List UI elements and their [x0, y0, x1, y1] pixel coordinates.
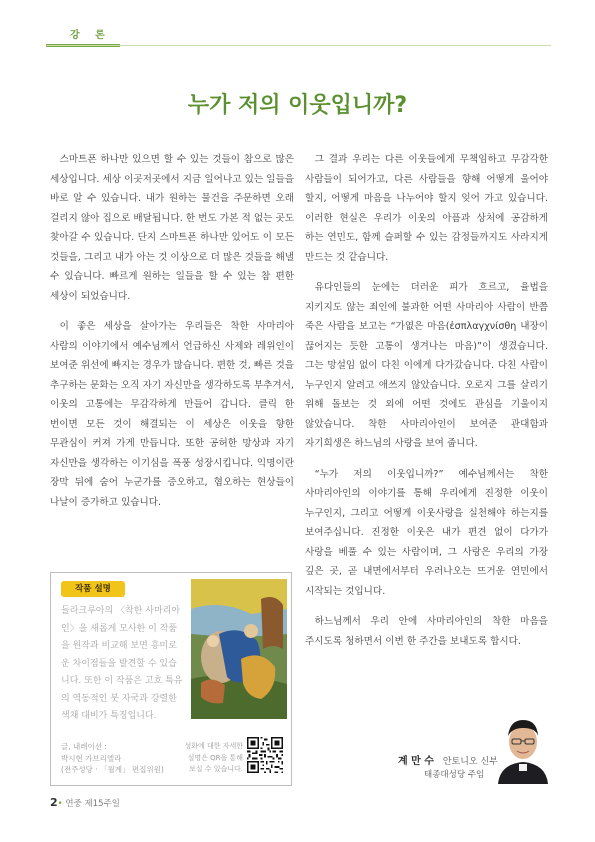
issue-label: 연중 제15주일 [65, 799, 120, 809]
page-number: 2 [50, 796, 58, 809]
author-church: 태종대성당 주임 [424, 770, 485, 780]
right-column [305, 150, 548, 662]
page-title: 누가 저의 이웃입니까? [187, 93, 408, 118]
section-tag: 강 론 [70, 30, 111, 41]
page-footer [50, 796, 120, 809]
paragraph: 이 좋은 세상을 살아가는 우리들은 착한 사마리아 사람의 이야기에서 예수님께서 언급하신 사제와 레위인이 보여준 위선에 빠지는 경우가 많습니다. 편한 것, 빠른 것을 추구하는 문화는 오직 자기 자신만을 생각하도록 부추겨서, 이웃의 고통에는 무감각하게 만들어 갑니다. 클릭 한 번이면 모든 것이 해결되는 이 세상은 이웃을 향한 무관심이 커져 가게 만듭니다. 또한 공허한 망상과 자기 자신만을 생각하는 이기심을 폭풍 성장시킵니다. 익명이란 장막 뒤에 숨어 누군가를 증오하고, 혐오하는 현상들이 나날이 증가하고 있습니다. [50, 321, 294, 508]
artwork-credit: 글, 내레이션 : 박시현 가브리엘라 (전주성당 · 「월계」 편집위원) [61, 742, 164, 774]
author-photo [492, 706, 554, 784]
paragraph: “누가 저의 이웃입니까?” 예수님께서는 착한 사마리아인의 이야기를 통해 우리에게 진정한 이웃이 누구인지, 그리고 어떻게 이웃사랑을 실천해야 하는지를 보여주십니다. 진정한 이웃은 내가 편견 없이 다가가 사랑을 베풀 수 있는 사람이며, 그 사랑은 우리의 가장 깊은 곳, 곧 내면에서부터 우러나오는 뜨거운 연민에서 시작되는 것입니다. [305, 468, 548, 597]
paragraph: 그 결과 우리는 다른 이웃들에게 무책임하고 무감각한 사람들이 되어가고, 다른 사람들을 향해 어떻게 울어야 할지, 어떻게 마음을 나누어야 할지 잊어 가고 있습니다. 이러한 현실은 우리가 이웃의 아픔과 상처에 공감하게 하는 연민도, 함께 슬퍼할 수 있는 감정들까지도 사라지게 만드는 것 같습니다. [305, 154, 548, 263]
footer-bullet-icon: • [57, 799, 63, 809]
author-name: 계 만 수 [398, 756, 434, 767]
artwork-box [50, 572, 292, 786]
qr-caption: 성화에 대한 자세한 설명은 QR을 통해 보실 수 있습니다. [184, 742, 243, 773]
paragraph: 스마트폰 하나만 있으면 할 수 있는 것들이 참으로 많은 세상입니다. 세상 이곳저곳에서 지금 일어나고 있는 일들을 바로 알 수 있습니다. 내가 원하는 물건을 주문하면 오래 걸리지 않아 집으로 배달됩니다. 한 번도 가본 적 없는 곳도 찾아갈 수 있습니다. 단지 스마트폰 하나만 있어도 이 모든 것들을, 그리고 내가 아는 것 이상으로 더 많은 것들을 해낼 수 있습니다. 빠르게 원하는 일들을 할 수 있는 참 편한 세상이 되었습니다. [50, 154, 294, 302]
artwork-label: 작품 설명 [61, 581, 125, 597]
header-rule [46, 45, 551, 46]
artwork-description: 들라크루아의 〈착한 사마리아인〉을 새롭게 모사한 이 작품을 원작과 비교해 보면 흥미로운 차이점들을 발견할 수 있습니다. 또한 이 작품은 고흐 특유의 역동적인 붓 자국과 강렬한 색채 대비가 특징입니다. [61, 606, 183, 721]
qr-code[interactable] [247, 737, 283, 773]
author-byline [398, 752, 498, 767]
paragraph: 하느님께서 우리 안에 사마리아인의 착한 마음을 주시도록 청하면서 이번 한 주간을 보내도록 합시다. [305, 616, 548, 647]
left-column [50, 150, 294, 523]
paragraph: 유다인들의 눈에는 더러운 피가 흐르고, 율법을 지키지도 않는 죄인에 불과한 어떤 사마리아 사람이 반쯤 죽은 사람을 보고는 “가엾은 마음(ἐσπλαγχνίσθη 내장이 끊어지는 듯한 고통이 생겨나는 마음)”이 생겼습니다. 그는 망설임 없이 다친 이에게 다가갔습니다. 다친 사람이 누구인지 알려고 애쓰지 않았습니다. 오로지 그를 살리기 위해 돌보는 것 외에 어떤 것에도 관심을 기울이지 않았습니다. 착한 사마리아인이 보여준 관대함과 자기희생은 하느님의 사랑을 보여 줍니다. [305, 282, 548, 449]
artwork-painting [191, 579, 287, 719]
author-title: 안토니오 신부 [442, 757, 498, 767]
